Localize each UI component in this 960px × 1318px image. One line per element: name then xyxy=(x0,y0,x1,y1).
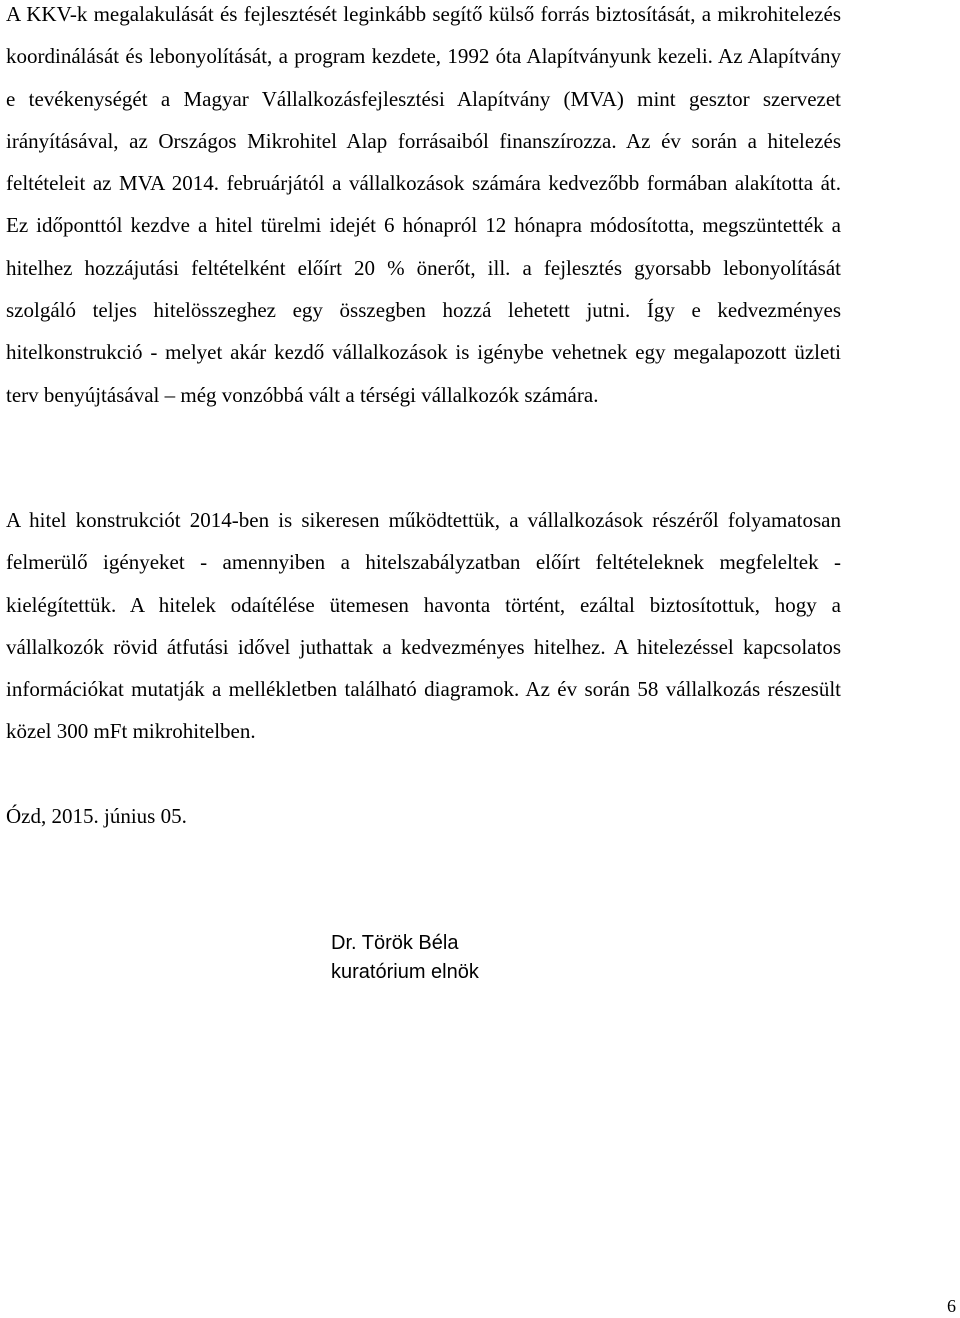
body-paragraph-1: A KKV-k megalakulását és fejlesztését leginkább segítő külső forrás biztosítását, a mikrohitelezés koordinálását és lebonyolítását, a program kezdete, 1992 óta Alapítványunk kezeli. Az Alapítvány e tevékenységét a Magyar Vállalkozásfejlesztési Alapítvány (MVA) mint gesztor szervezet irányításával, az Országos Mikrohitel Alap forrásaiból finanszírozza. Az év során a hitelezés feltételeit az MVA 2014. februárjától a vállalkozások számára kedvezőbb formában alakította át. Ez időponttól kezdve a hitel türelmi idejét 6 hónapról 12 hónapra módosította, megszüntették a hitelhez hozzájutási feltételként előírt 20 % önerőt, ill. a fejlesztés gyorsabb lebonyolítását szolgáló teljes hitelösszeghez egy összegben hozzá lehetett jutni. Így e kedvezményes hitelkonstrukció - melyet akár kezdő vállalkozások is igénybe vehetnek egy megalapozott üzleti terv benyújtásával – még vonzóbbá vált a térségi vállalkozók számára. xyxy=(6,2,841,407)
signatory-name: Dr. Török Béla xyxy=(331,932,459,954)
page-number: 6 xyxy=(947,1296,956,1316)
signature-block xyxy=(331,929,479,987)
place-and-date: Ózd, 2015. június 05. xyxy=(6,804,187,828)
body-paragraph-2: A hitel konstrukciót 2014-ben is sikeresen működtettük, a vállalkozások részéről folyamatosan felmerülő igényeket - amennyiben a hitelszabályzatban előírt feltételeknek megfeleltek - kielégítettük. A hitelek odaítélése ütemesen havonta történt, ezáltal biztosítottuk, hogy a vállalkozók rövid átfutási idővel juthattak a kedvezményes hitelhez. A hitelezéssel kapcsolatos információkat mutatják a mellékletben található diagramok. Az év során 58 vállalkozás részesült közel 300 mFt mikrohitelben. xyxy=(6,508,841,744)
signatory-title: kuratórium elnök xyxy=(331,961,479,983)
